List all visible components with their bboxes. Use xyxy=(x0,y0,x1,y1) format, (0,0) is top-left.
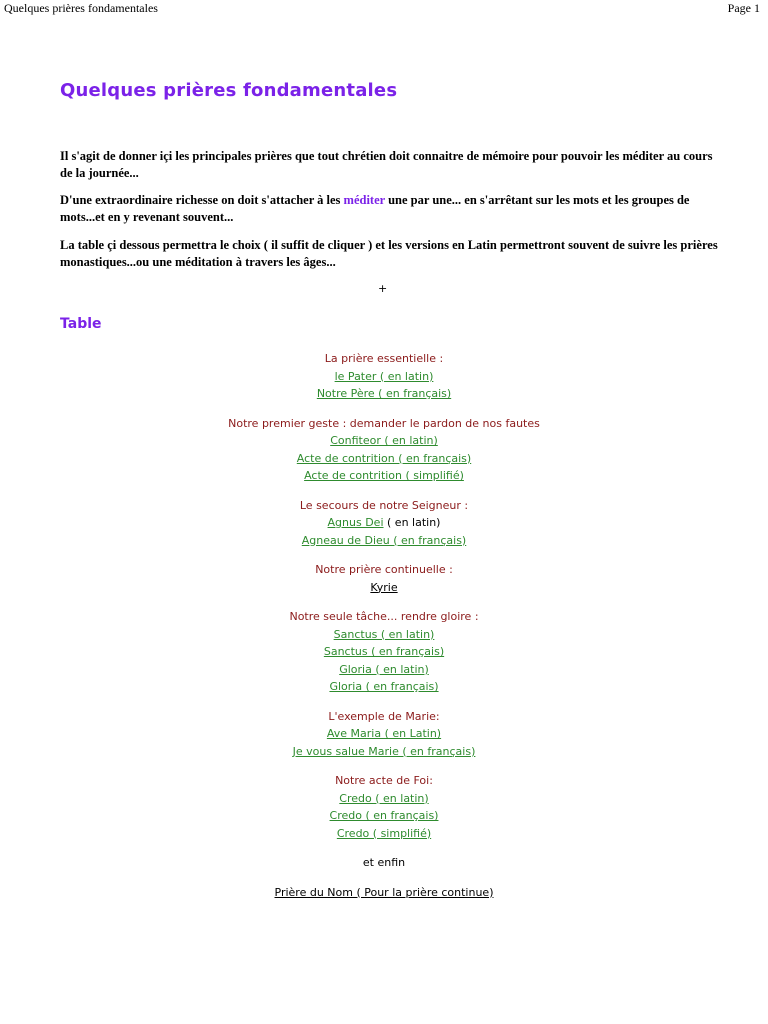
agnus-dei-suffix: ( en latin) xyxy=(383,516,441,529)
link-sanctus-french[interactable]: Sanctus ( en français) xyxy=(323,645,445,658)
intro-paragraph-1: Il s'agit de donner içi les principales prières que tout chrétien doit connaitre de mémoire pour pouvoir les méditer au cours de la journée... xyxy=(60,149,713,180)
table-heading: Table xyxy=(60,316,102,332)
link-acte-contrition-simplified[interactable]: Acte de contrition ( simplifié) xyxy=(304,469,464,482)
link-ave-maria-latin[interactable]: Ave Maria ( en Latin) xyxy=(326,727,442,740)
toc-group-heading: Notre seule tâche... rendre gloire : xyxy=(289,610,479,623)
toc-group-heading: Notre acte de Foi: xyxy=(335,774,433,787)
toc-group-essential xyxy=(0,350,768,403)
link-kyrie[interactable]: Kyrie xyxy=(370,580,398,594)
link-credo-simplified[interactable]: Credo ( simplifié) xyxy=(336,826,432,840)
link-notre-pere-french[interactable]: Notre Père ( en français) xyxy=(316,387,452,400)
toc-group-gloire xyxy=(0,608,768,696)
page-title: Quelques prières fondamentales xyxy=(60,80,398,101)
intro-paragraph-2 xyxy=(60,192,720,226)
separator: + xyxy=(378,282,388,295)
link-agneau-de-dieu-french[interactable]: Agneau de Dieu ( en français) xyxy=(301,533,467,547)
table-of-contents xyxy=(0,350,768,913)
link-gloria-latin[interactable]: Gloria ( en latin) xyxy=(339,662,429,676)
link-acte-contrition-french[interactable]: Acte de contrition ( en français) xyxy=(296,451,472,465)
link-priere-du-nom[interactable]: Prière du Nom ( Pour la prière continue) xyxy=(274,885,494,899)
link-pater-latin[interactable]: le Pater ( en latin) xyxy=(334,369,434,383)
intro-2-highlight: méditer xyxy=(343,193,385,207)
toc-group-heading: Notre premier geste : demander le pardon de nos fautes xyxy=(228,416,540,430)
intro-paragraph-3: La table çi dessous permettra le choix ( il suffit de cliquer ) et les versions en Latin permettront souvent de suivre les prières monastiques...ou une méditation à travers les âges... xyxy=(60,238,718,269)
toc-group-heading: Le secours de notre Seigneur : xyxy=(299,498,469,512)
link-credo-latin[interactable]: Credo ( en latin) xyxy=(339,791,429,805)
toc-closing xyxy=(0,854,768,872)
link-confiteor-latin[interactable]: Confiteor ( en latin) xyxy=(330,434,438,447)
toc-group-continuelle xyxy=(0,561,768,596)
toc-group-heading: L'exemple de Marie: xyxy=(328,709,440,723)
print-header-title: Quelques prières fondamentales xyxy=(4,1,158,15)
toc-group-marie xyxy=(0,708,768,761)
toc-group-foi xyxy=(0,772,768,842)
print-header xyxy=(0,0,768,16)
toc-group-heading: Notre prière continuelle : xyxy=(315,563,453,576)
link-je-vous-salue-marie-french[interactable]: Je vous salue Marie ( en français) xyxy=(292,744,476,758)
intro-2-text-after: une par une... en s'arrêtant sur les mots et les groupes de mots...et en y revenant souvent... xyxy=(60,193,690,224)
link-credo-french[interactable]: Credo ( en français) xyxy=(329,809,439,822)
link-agnus-dei[interactable]: Agnus Dei xyxy=(327,516,384,529)
toc-final xyxy=(0,884,768,902)
toc-group-heading: La prière essentielle : xyxy=(324,352,444,365)
link-gloria-french[interactable]: Gloria ( en français) xyxy=(329,680,439,693)
toc-group-secours xyxy=(0,497,768,550)
intro-2-text-before: D'une extraordinaire richesse on doit s'attacher à les xyxy=(60,193,344,207)
link-sanctus-latin[interactable]: Sanctus ( en latin) xyxy=(333,627,435,641)
print-header-page-number: Page 1 xyxy=(727,1,760,15)
toc-group-pardon xyxy=(0,415,768,485)
closing-text: et enfin xyxy=(362,856,406,869)
